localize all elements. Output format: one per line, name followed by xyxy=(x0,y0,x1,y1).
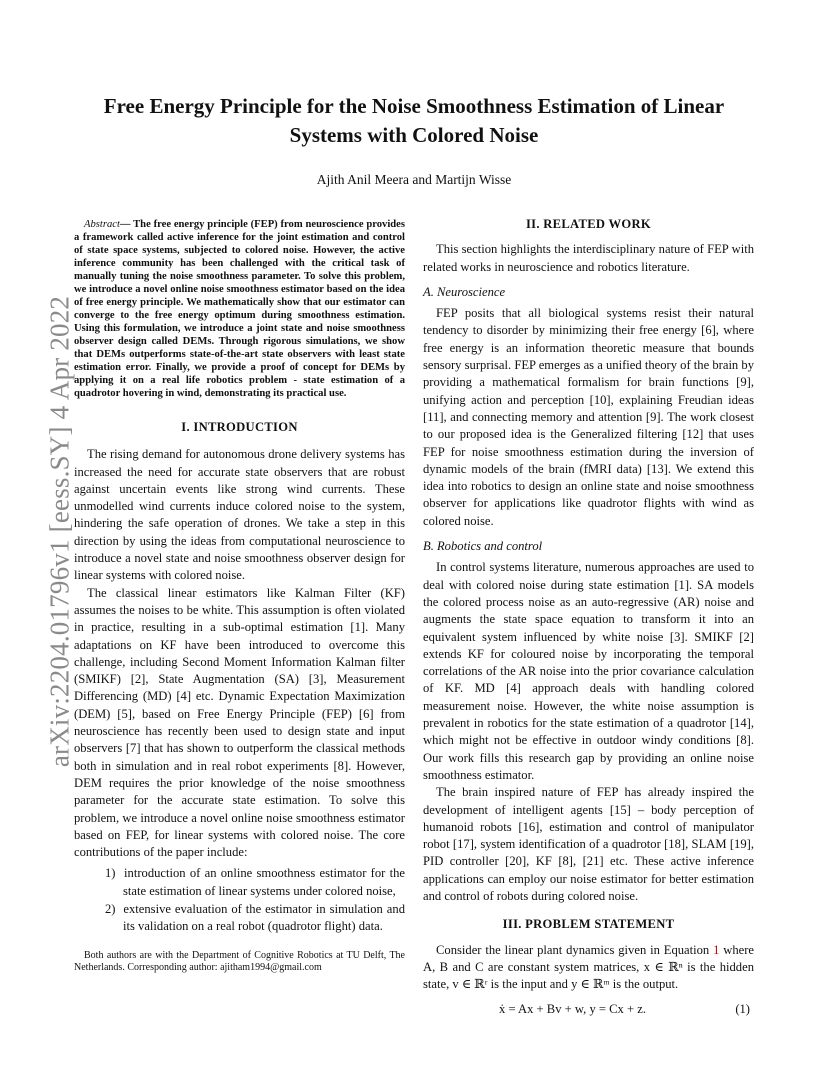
list-marker: 2) xyxy=(105,902,124,917)
equation-1 xyxy=(423,1001,754,1019)
related-paragraph-robotics: In control systems literature, numerous approaches are used to deal with colored noise during state estimation [1]. SA models the colored process noise as an auto-regressive (AR) noise and augments the state space equation to transform it into an equivalent system influenced by white noise [3]. SMIKF [2] extends KF for coloured noise by incorporating the temporal correlations of the AR noise into the prior covariance calculation of KF. MD [4] approach deals with handling colored measurement noise. However, the white noise assumption is prevalent in robotics for the state estimation of a quadrotor [14], which might not be effective in outdoor windy conditions [8]. Our work fills this research gap by providing an online noise smoothness estimator. xyxy=(423,560,754,782)
equation-ref-link[interactable]: 1 xyxy=(713,942,720,957)
subsection-robotics-heading: B. Robotics and control xyxy=(423,539,543,554)
intro-paragraph-2: The classical linear estimators like Kalman Filter (KF) assumes the noises to be white. This assumption is often violated in practice, resulting in a sub-optimal estimation [1]. Many adaptations on KF have been introduced to overcome this challenge, including Second Moment Information Kalman filter (SMIKF) [2], State Augmentation (SA) [3], Measurement Differencing (MD) [4] etc. Dynamic Expectation Maximization (DEM) [5], based on Free Energy Principle (FEP) [6] from neuroscience has recently been used to design state and input observers [7] that has shown to outperform the classical methods both in simulation and in real robot experiments [8]. However, DEM requires the prior knowledge of the noise smoothness parameter for the accurate state estimation. To solve this problem, we introduce a novel online noise smoothness estimator based on FEP, for linear systems with colored noise. The core contributions of the paper include: xyxy=(74,585,405,860)
list-marker: 1) xyxy=(105,866,125,881)
abstract xyxy=(74,218,405,400)
section-introduction-heading: I. INTRODUCTION xyxy=(181,420,298,434)
left-column xyxy=(74,218,405,975)
contributions-list xyxy=(74,865,405,935)
problem-paragraph-1 xyxy=(423,942,754,994)
problem-text-a: Consider the linear plant dynamics given in Equation xyxy=(436,942,714,957)
footnote: Both authors are with the Department of Cognitive Robotics at TU Delft, The Netherlands. Corresponding author: ajitham1994@gmail.com xyxy=(74,949,405,974)
problem-text-b: where A, B and C are constant system matrices, x ∈ ℝⁿ is the hidden state, v ∈ ℝʳ is the input and y ∈ ℝᵐ is the output. xyxy=(423,942,754,992)
related-paragraph-1: This section highlights the interdisciplinary nature of FEP with related works in neuroscience and robotics literature. xyxy=(423,242,754,274)
equation-expression: ẋ = Ax + Bv + w, y = Cx + z. xyxy=(499,1002,646,1017)
contribution-item-1: 1) introduction of an online smoothness estimator for the state estimation of linear systems under colored noise, xyxy=(105,866,405,898)
intro-paragraph-1: The rising demand for autonomous drone delivery systems has increased the need for accurate state observers that are robust against uncertain events like strong wind currents. These unmodelled wind currents induce colored noise to the system, hindering the safe operation of drones. We take a step in this direction by using the ideas from computational neuroscience to introduce a novel state and noise smoothness observer design for linear systems with colored noise. xyxy=(74,447,405,583)
section-related-work-heading: II. RELATED WORK xyxy=(525,217,652,231)
contribution-item-2: 2) extensive evaluation of the estimator in simulation and its validation on a real robot (quadrotor flight) data. xyxy=(105,902,405,934)
right-column xyxy=(423,216,754,1019)
abstract-label: Abstract xyxy=(84,219,120,230)
abstract-text: — The free energy principle (FEP) from neuroscience provides a framework called active inference for the joint estimation and control of state space systems, subjected to colored noise. However, the active inference community has been challenged with the critical task of manually tuning the noise smoothness parameter. To solve this problem, we introduce a novel online noise smoothness estimator based on the idea of free energy principle. We mathematically show that our estimator can converge to the free energy optimum during smoothness estimation. Using this formulation, we introduce a joint state and noise smoothness observer design called DEMs. Through rigorous simulations, we show that DEMs outperforms state-of-the-art state observers with least state estimation error. Finally, we provide a proof of concept for DEMs by applying it on a real life robotics problem - state estimation of a quadrotor hovering in wind, demonstrating its practical use. xyxy=(74,219,405,399)
equation-number: (1) xyxy=(735,1002,750,1017)
related-paragraph-brain-inspired: The brain inspired nature of FEP has already inspired the development of intelligent agents [15] – body perception of humanoid robots [16], estimation and control of manipulator robot [17], system identification of a quadrotor [18], SLAM [19], PID controller [20], KF [8], [21] etc. These active inference applications can employ our noise estimator for better estimation and control of robots during colored noise. xyxy=(423,785,754,903)
paper-title: Free Energy Principle for the Noise Smoothness Estimation of Linear Systems with Colored Noise xyxy=(103,94,725,147)
arxiv-stamp-text: arXiv:2204.01796v1 [eess.SY] 4 Apr 2022 xyxy=(44,295,75,768)
paper-authors: Ajith Anil Meera and Martijn Wisse xyxy=(316,172,512,187)
subsection-neuroscience-heading: A. Neuroscience xyxy=(423,284,506,299)
related-paragraph-neuroscience: FEP posits that all biological systems resist their natural tendency to disorder by minimizing their free energy [6], where free energy is an information theoretic measure that bounds sensory surprisal. FEP emerges as a unified theory of the brain by providing a mathematical formalism for brain functions [9], unifying action and perception [10], explaining Freudian ideas [11], and connecting memory and attention [9]. The work closest to our proposed idea is the Generalized filtering [12] that uses FEP for noise smoothness estimation during the inversion of dynamic models of the brain (fMRI data) [13]. We extend this idea into robotics to design an online state and noise smoothness observer for applications like quadrotor flights with wind as colored noise. xyxy=(423,306,754,528)
section-problem-statement-heading: III. PROBLEM STATEMENT xyxy=(502,917,675,932)
